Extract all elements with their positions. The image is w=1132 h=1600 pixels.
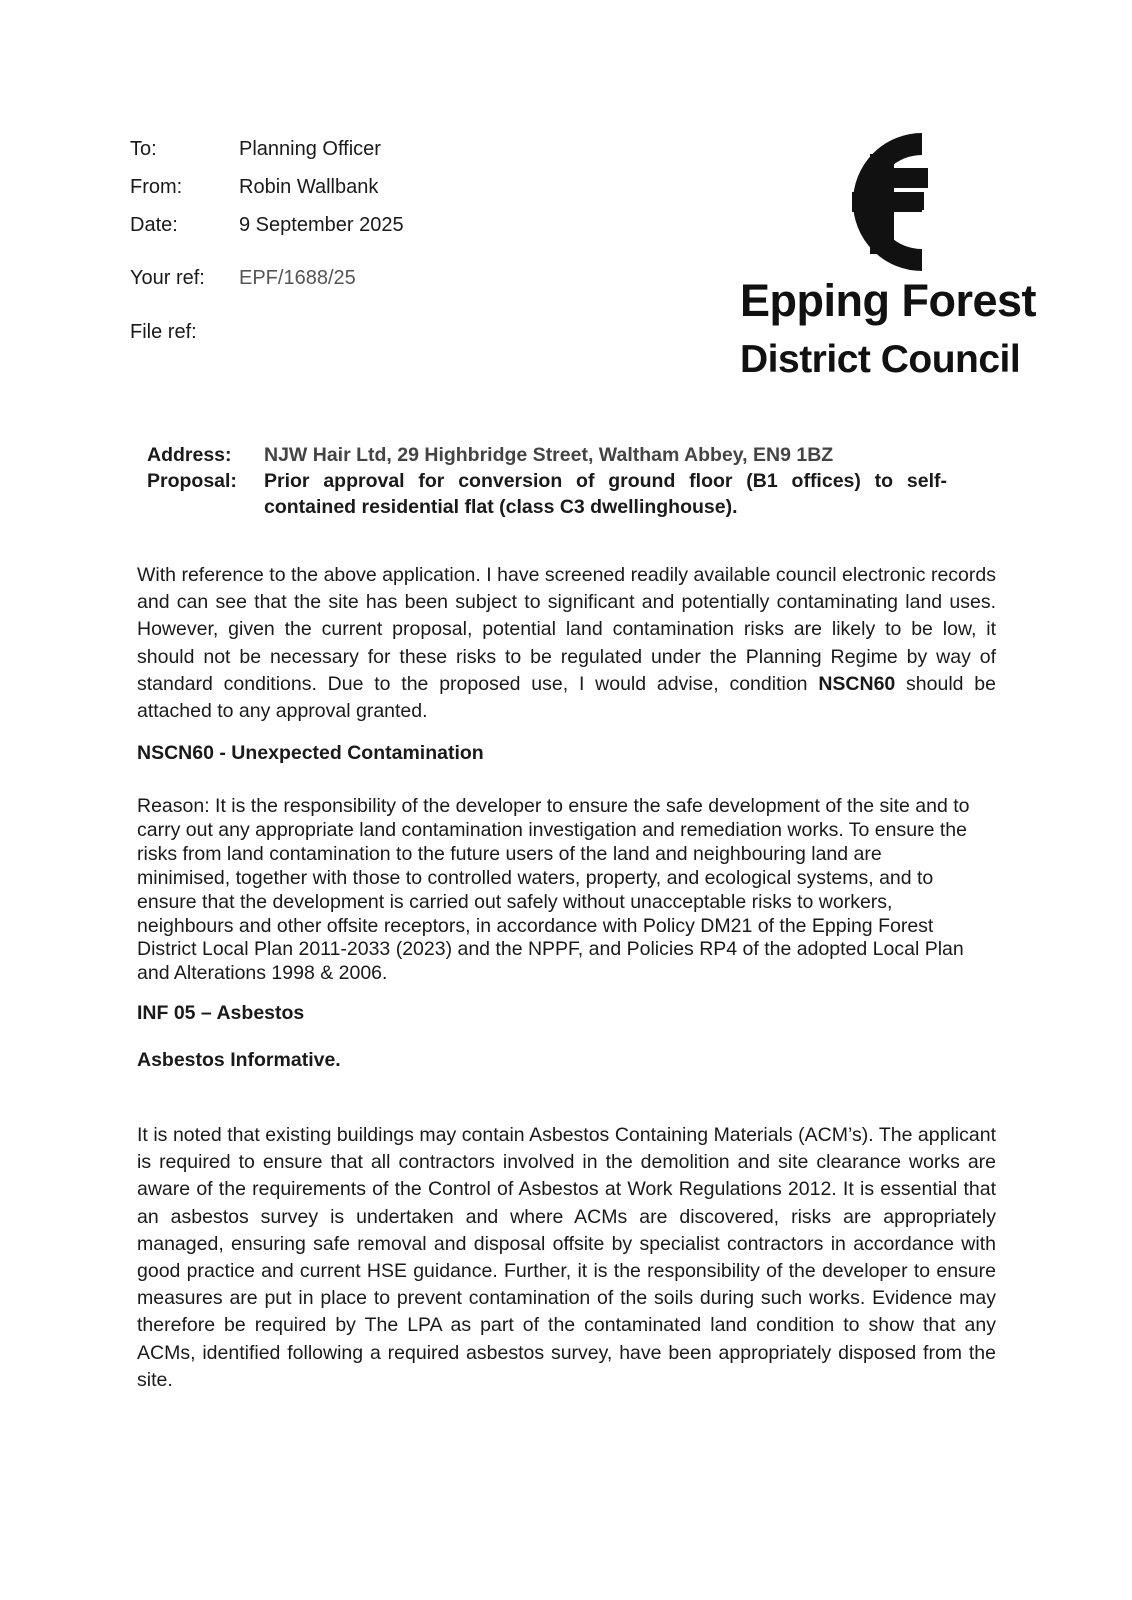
informative-subheading: Asbestos Informative. <box>137 1049 341 1071</box>
council-logo-line1: Epping Forest <box>740 275 1036 326</box>
intro-text-after: should be attached to any approval granted. <box>137 672 996 723</box>
memo-date-value: 9 September 2025 <box>239 214 404 236</box>
condition-reason: Reason: It is the responsibility of the developer to ensure the safe development of the site and to carry out any appropriate land contamination investigation and remediation works. To ensure the risks from land contamination to the future users of the land and neighbouring land are minimised, together with those to controlled waters, property, and ecological systems, and to ensure that the development is carried out safely without unacceptable risks to workers, neighbours and other offsite receptors, in accordance with Policy DM21 of the Epping Forest District Local Plan 2011-2033 (2023) and the NPPF, and Policies RP4 of the adopted Local Plan and Alterations 1998 & 2006. <box>137 795 970 985</box>
intro-text-before: With reference to the above application. I have screened readily available council electronic records and can see that the site has been subject to significant and potentially contaminating land uses. However, given the current proposal, potential land contamination risks are likely to be low, it should not be necessary for these risks to be regulated under the Planning Regime by way of standard conditions. Due to the proposed use, I would advise, condition <box>137 564 996 695</box>
intro-condition-code: NSCN60 <box>818 672 896 695</box>
informative-heading: INF 05 – Asbestos <box>137 1002 305 1024</box>
proposal-label: Proposal: <box>147 470 237 492</box>
address-row <box>147 442 947 468</box>
memo-file-ref-label: File ref: <box>130 321 197 343</box>
memo-to-value: Planning Officer <box>239 138 381 160</box>
condition-heading: NSCN60 - Unexpected Contamination <box>137 742 484 764</box>
proposal-value: Prior approval for conversion of ground floor (B1 offices) to self-contained residential flat (class C3 dwellinghouse). <box>264 470 947 518</box>
memo-from-value: Robin Wallbank <box>239 176 379 198</box>
council-logo <box>740 132 1070 392</box>
memo-your-ref-label: Your ref: <box>130 267 205 289</box>
memo-date-label: Date: <box>130 214 178 236</box>
proposal-row <box>147 468 947 520</box>
council-logo-mark-icon <box>810 132 934 272</box>
subject-block <box>147 442 947 520</box>
council-logo-line2: District Council <box>740 338 1021 381</box>
memo-your-ref-value: EPF/1688/25 <box>239 267 356 289</box>
memo-from-label: From: <box>130 176 183 198</box>
memo-to-label: To: <box>130 138 157 160</box>
address-label: Address: <box>147 444 232 466</box>
informative-body: It is noted that existing buildings may contain Asbestos Containing Materials (ACM’s). The applicant is required to ensure that all contractors involved in the demolition and site clearance works are aware of the requirements of the Control of Asbestos at Work Regulations 2012. It is essential that an asbestos survey is undertaken and where ACMs are discovered, risks are appropriately managed, ensuring safe removal and disposal offsite by specialist contractors in accordance with good practice and current HSE guidance. Further, it is the responsibility of the developer to ensure measures are put in place to prevent contamination of the soils during such works. Evidence may therefore be required by The LPA as part of the contaminated land condition to show that any ACMs, identified following a required asbestos survey, have been appropriately disposed from the site. <box>137 1124 996 1391</box>
address-value: NJW Hair Ltd, 29 Highbridge Street, Waltham Abbey, EN9 1BZ <box>264 444 834 466</box>
intro-paragraph <box>137 562 996 725</box>
